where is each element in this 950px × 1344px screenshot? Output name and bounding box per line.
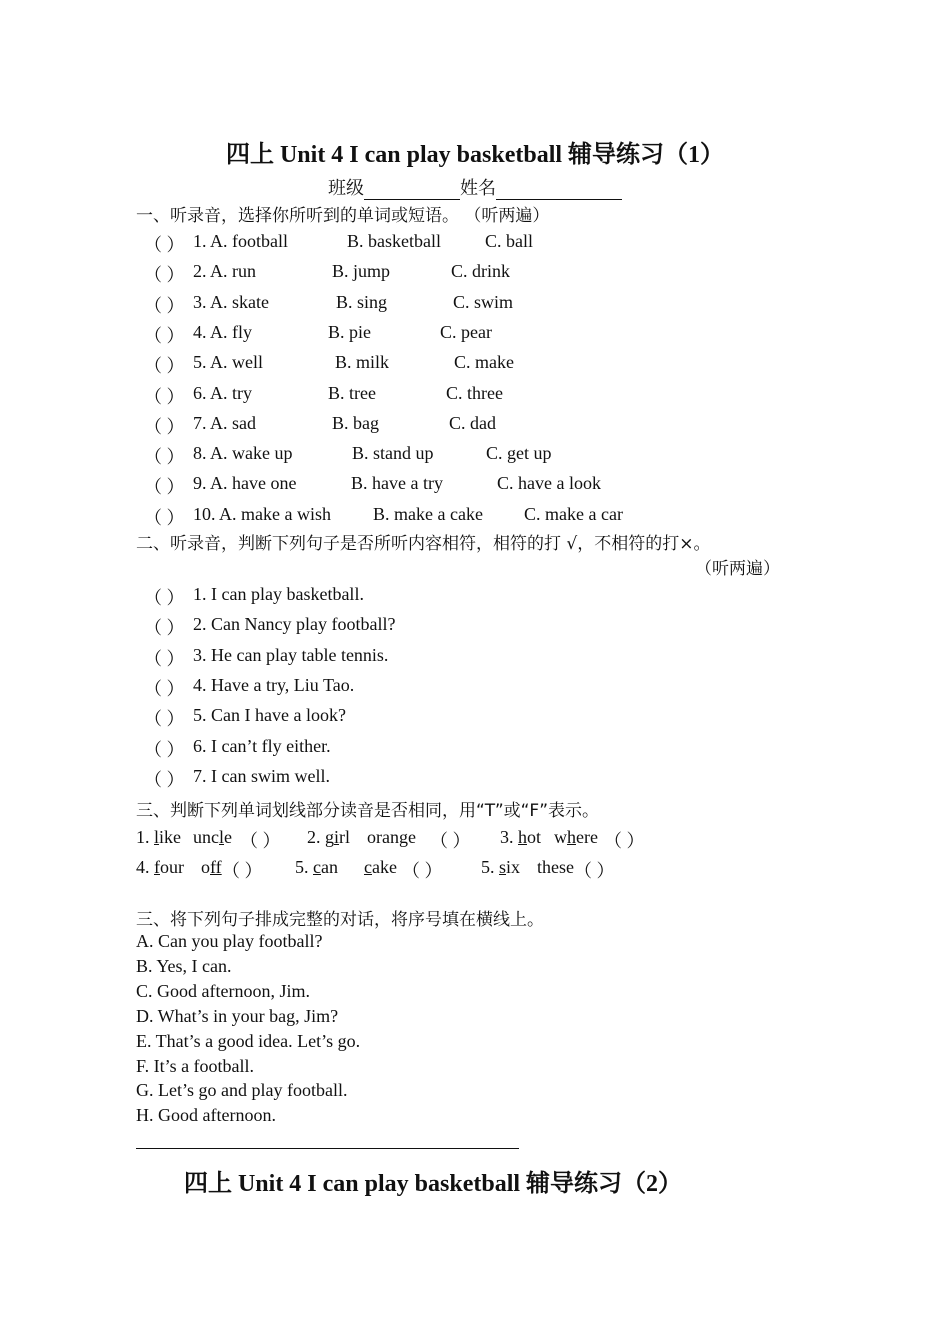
sentence-text: 7. I can swim well. [193, 765, 330, 786]
question-text: 9. A. have one [193, 473, 297, 494]
option-c: C. three [446, 382, 503, 403]
option-b: B. pie [328, 321, 371, 342]
dialogue-sentence: D. What’s in your bag, Jim? [136, 1005, 339, 1026]
class-label: 班级 [328, 178, 364, 198]
answer-paren[interactable]: （ ） [144, 477, 185, 498]
answer-paren[interactable]: （ ） [144, 588, 185, 608]
sentence-text: 4. Have a try, Liu Tao. [193, 674, 355, 695]
option-b: B. basketball [347, 231, 441, 251]
answer-paren[interactable]: （ ） [144, 235, 185, 255]
worksheet-title-1: 四上 Unit 4 I can play basketball 辅导练习（1） [225, 142, 725, 168]
answer-paren[interactable]: （ ） [402, 861, 443, 881]
answer-paren[interactable]: （ ） [144, 618, 185, 639]
answer-paren[interactable]: （ ） [144, 416, 185, 437]
option-c: C. pear [440, 321, 492, 342]
dialogue-sentence: F. It’s a football. [136, 1055, 255, 1076]
answer-paren[interactable]: （ ） [144, 769, 185, 790]
answer-paren[interactable]: （ ） [144, 447, 185, 468]
sentence-text: 3. He can play table tennis. [193, 644, 389, 665]
answer-paren[interactable]: （ ） [144, 648, 185, 669]
class-blank [364, 181, 460, 200]
answer-paren[interactable]: （ ） [240, 831, 281, 851]
answer-paren[interactable]: （ ） [144, 325, 185, 346]
answer-paren[interactable]: （ ） [604, 831, 645, 851]
dialogue-sentence: E. That’s a good idea. Let’s go. [136, 1030, 361, 1051]
answer-paren[interactable]: （ ） [430, 831, 471, 851]
question-text: 5. A. well [193, 352, 263, 373]
option-c: C. ball [485, 231, 533, 251]
option-c: C. drink [451, 261, 511, 282]
dialogue-sentence: H. Good afternoon. [136, 1105, 276, 1126]
phonics-word-where: where [554, 827, 598, 847]
phonics-item-3: 3. hot [500, 827, 542, 847]
answer-paren[interactable]: （ ） [222, 861, 263, 881]
dialogue-sentence: G. Let’s go and play football. [136, 1080, 348, 1101]
answer-paren[interactable]: （ ） [144, 356, 185, 377]
sentence-text: 1. I can play basketball. [193, 584, 364, 604]
question-text: 3. A. skate [193, 291, 269, 312]
phonics-word-these: these [537, 857, 574, 877]
sentence-text: 2. Can Nancy play football? [193, 614, 396, 635]
question-text: 2. A. run [193, 261, 256, 282]
phonics-word-cake: cake [364, 857, 397, 877]
option-b: B. sing [336, 291, 388, 312]
phonics-word-orange: orange [367, 827, 416, 847]
section-4-heading: 三、将下列句子排成完整的对话，将序号填在横线上。 [136, 910, 544, 930]
option-b: B. have a try [351, 473, 443, 494]
option-c: C. make a car [524, 503, 623, 524]
phonics-item-5: 5. can [295, 857, 338, 877]
answer-paren[interactable]: （ ） [144, 386, 185, 407]
answer-paren[interactable]: （ ） [144, 295, 185, 316]
sentence-text: 5. Can I have a look? [193, 705, 346, 726]
answer-paren[interactable]: （ ） [144, 678, 185, 699]
answer-paren[interactable]: （ ） [144, 265, 185, 286]
sentence-text: 6. I can’t fly either. [193, 735, 331, 756]
option-c: C. make [454, 352, 514, 373]
option-b: B. jump [332, 261, 391, 282]
question-text: 6. A. try [193, 382, 253, 403]
dialogue-sentence: B. Yes, I can. [136, 955, 232, 976]
option-c: C. swim [453, 291, 514, 312]
dialogue-sentence: A. Can you play football? [136, 931, 323, 951]
answer-paren[interactable]: （ ） [144, 507, 185, 528]
option-b: B. milk [335, 352, 390, 373]
phonics-word-uncle: uncle [193, 827, 233, 847]
option-b: B. make a cake [373, 503, 483, 524]
answer-line[interactable] [136, 1148, 519, 1149]
phonics-item-4: 4. four [136, 857, 184, 877]
section-3-heading: 三、判断下列单词划线部分读音是否相同，用“T”或“F”表示。 [136, 801, 600, 821]
question-text: 1. A. football [193, 231, 288, 251]
question-text: 10. A. make a wish [193, 503, 331, 524]
phonics-item-2: 2. girl [307, 827, 351, 847]
answer-paren[interactable]: （ ） [144, 709, 185, 730]
name-label: 姓名 [460, 178, 496, 198]
worksheet-title-2: 四上 Unit 4 I can play basketball 辅导练习（2） [183, 1171, 683, 1197]
phonics-word-off: off [201, 857, 222, 877]
question-text: 7. A. sad [193, 412, 256, 433]
option-b: B. stand up [352, 443, 434, 464]
answer-paren[interactable]: （ ） [574, 861, 615, 881]
class-name-line [0, 174, 950, 200]
question-text: 8. A. wake up [193, 443, 293, 464]
section-1-heading: 一、听录音，选择你所听到的单词或短语。 （听两遍） [136, 206, 550, 226]
section-2-heading: 二、听录音，判断下列句子是否所听内容相符，相符的打 √，不相符的打×。 [136, 534, 711, 554]
question-text: 4. A. fly [193, 321, 253, 342]
option-c: C. dad [449, 412, 496, 433]
phonics-item-6: 5. six [481, 857, 521, 877]
dialogue-sentence: C. Good afternoon, Jim. [136, 980, 310, 1001]
answer-paren[interactable]: （ ） [144, 739, 185, 760]
phonics-item-1: 1. like [136, 827, 182, 847]
option-b: B. bag [332, 412, 379, 433]
option-c: C. have a look [497, 473, 601, 494]
section-2-note: （听两遍） [695, 559, 780, 579]
option-b: B. tree [328, 382, 376, 403]
option-c: C. get up [486, 443, 552, 464]
name-blank [496, 181, 622, 200]
